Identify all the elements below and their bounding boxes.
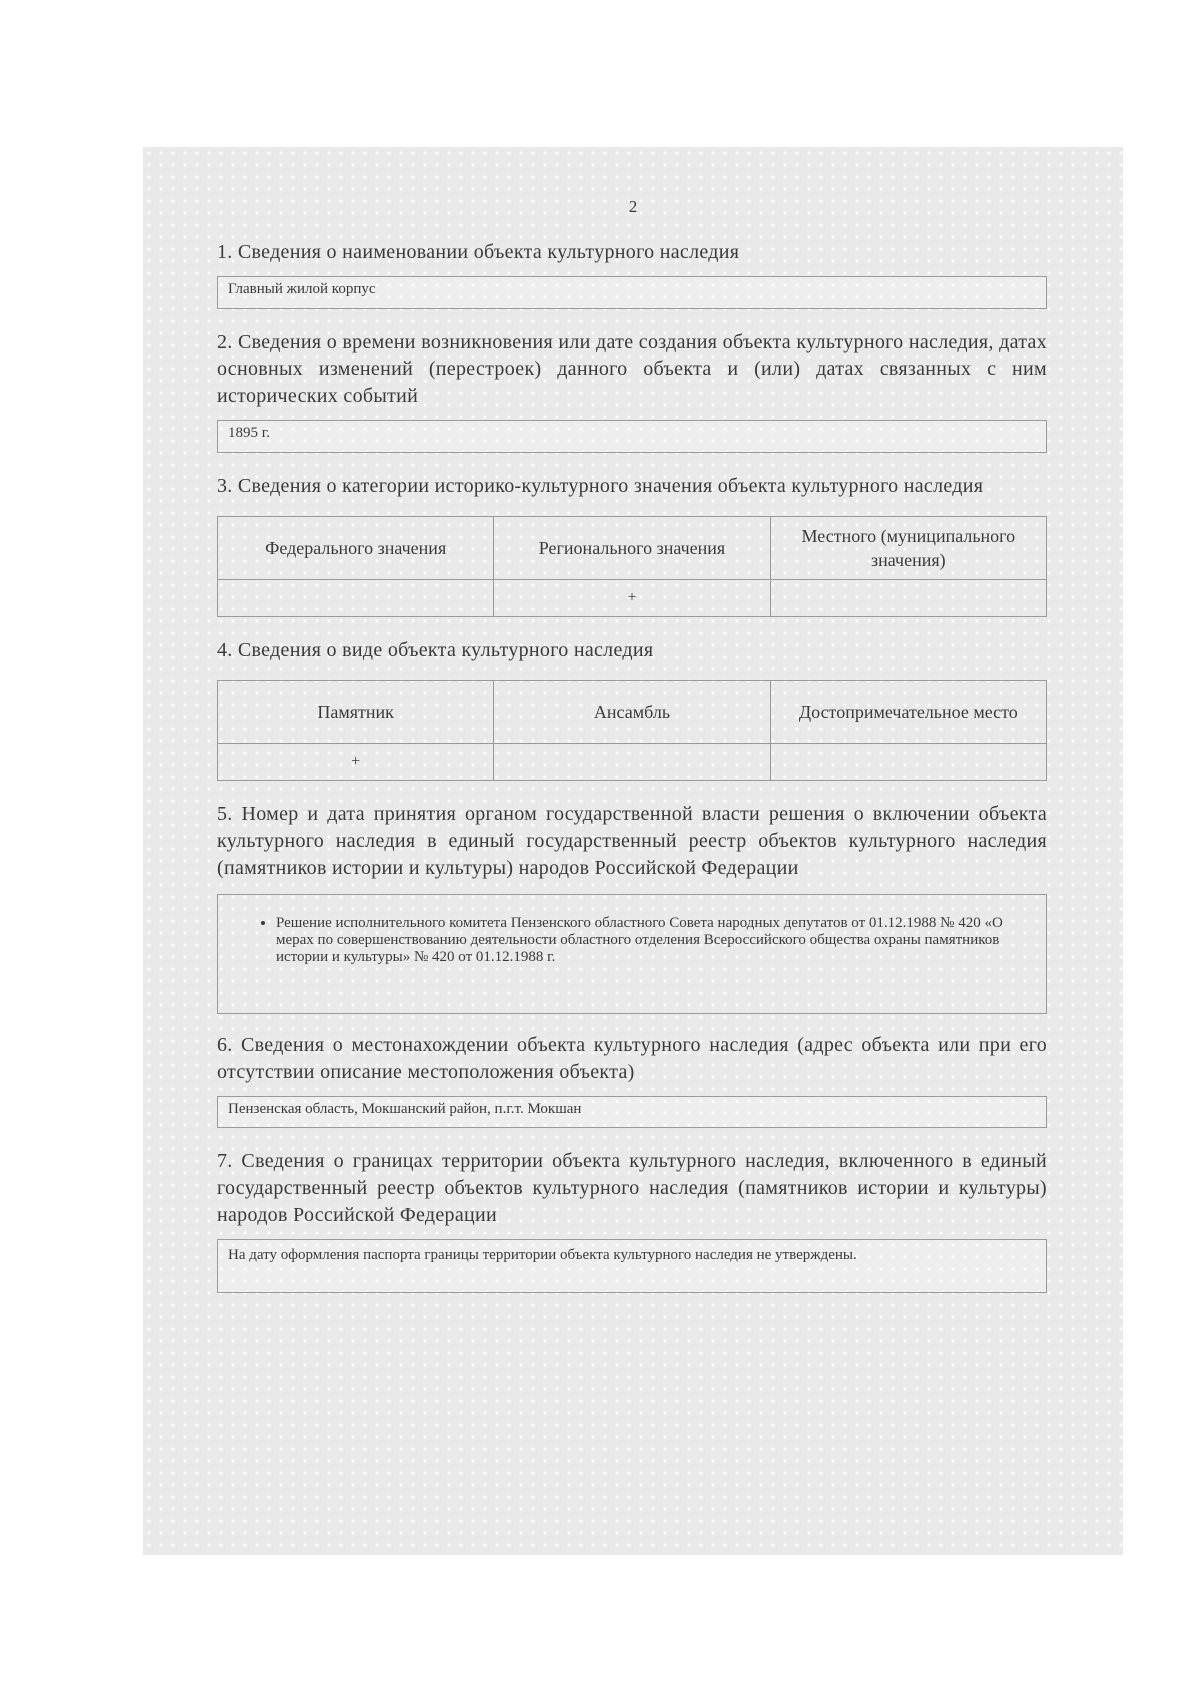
type-landmark-mark xyxy=(770,744,1046,781)
category-table-header xyxy=(218,517,1047,580)
object-name-field: Главный жилой корпус xyxy=(217,276,1047,309)
registry-decision-list xyxy=(258,915,1032,966)
type-monument-mark: + xyxy=(218,744,494,781)
type-ensemble-header: Ансамбль xyxy=(494,681,770,744)
category-regional-mark: + xyxy=(494,580,770,617)
category-local-header: Местного (муниципального значения) xyxy=(770,517,1046,580)
section-2-heading: 2. Сведения о времени возникновения или дате создания объекта культурного наследия, датах основных изменений (перестроек) данного объекта и (или) датах связанных с ним исторических событий xyxy=(217,331,1047,407)
object-type-table xyxy=(217,680,1047,781)
territory-borders-field: На дату оформления паспорта границы территории объекта культурного наследия не утверждены. xyxy=(217,1239,1047,1293)
registry-decision-item: • Решение исполнительного комитета Пензенского областного Совета народных депутатов от 01.12.1988 № 420 «О мерах по совершенствованию деятельности областного отделения Всероссийского общества охраны памятников истории и культуры» № 420 от 01.12.1988 г. xyxy=(276,915,1032,966)
type-ensemble-mark xyxy=(494,744,770,781)
registry-decision-box xyxy=(217,894,1047,1014)
category-local-mark xyxy=(770,580,1046,617)
document-content xyxy=(217,239,1047,1313)
type-landmark-header: Достопримечательное место xyxy=(770,681,1046,744)
section-3-heading: 3. Сведения о категории историко-культурного значения объекта культурного наследия xyxy=(217,475,984,497)
category-regional-header: Регионального значения xyxy=(494,517,770,580)
document-page xyxy=(143,147,1123,1555)
section-4-heading: 4. Сведения о виде объекта культурного наследия xyxy=(217,639,654,661)
section-1-heading: 1. Сведения о наименовании объекта культурного наследия xyxy=(217,241,740,263)
category-federal-header: Федерального значения xyxy=(218,517,494,580)
location-field: Пензенская область, Мокшанский район, п.г.т. Мокшан xyxy=(217,1096,1047,1128)
section-7-heading: 7. Сведения о границах территории объекта культурного наследия, включенного в единый государственный реестр объектов культурного наследия (памятников истории и культуры) народов Российской Федерации xyxy=(217,1150,1047,1226)
section-5-heading: 5. Номер и дата принятия органом государственной власти решения о включении объекта культурного наследия в единый государственный реестр объектов культурного наследия (памятников истории и культуры) народов Российской Федерации xyxy=(217,803,1047,879)
category-table-marks xyxy=(218,580,1047,617)
page-number: 2 xyxy=(628,197,638,216)
object-type-table-marks xyxy=(218,744,1047,781)
creation-date-field: 1895 г. xyxy=(217,420,1047,453)
category-table xyxy=(217,516,1047,617)
category-federal-mark xyxy=(218,580,494,617)
type-monument-header: Памятник xyxy=(218,681,494,744)
section-6-heading: 6. Сведения о местонахождении объекта культурного наследия (адрес объекта или при его отсутствии описание местоположения объекта) xyxy=(217,1034,1047,1083)
object-type-table-header xyxy=(218,681,1047,744)
